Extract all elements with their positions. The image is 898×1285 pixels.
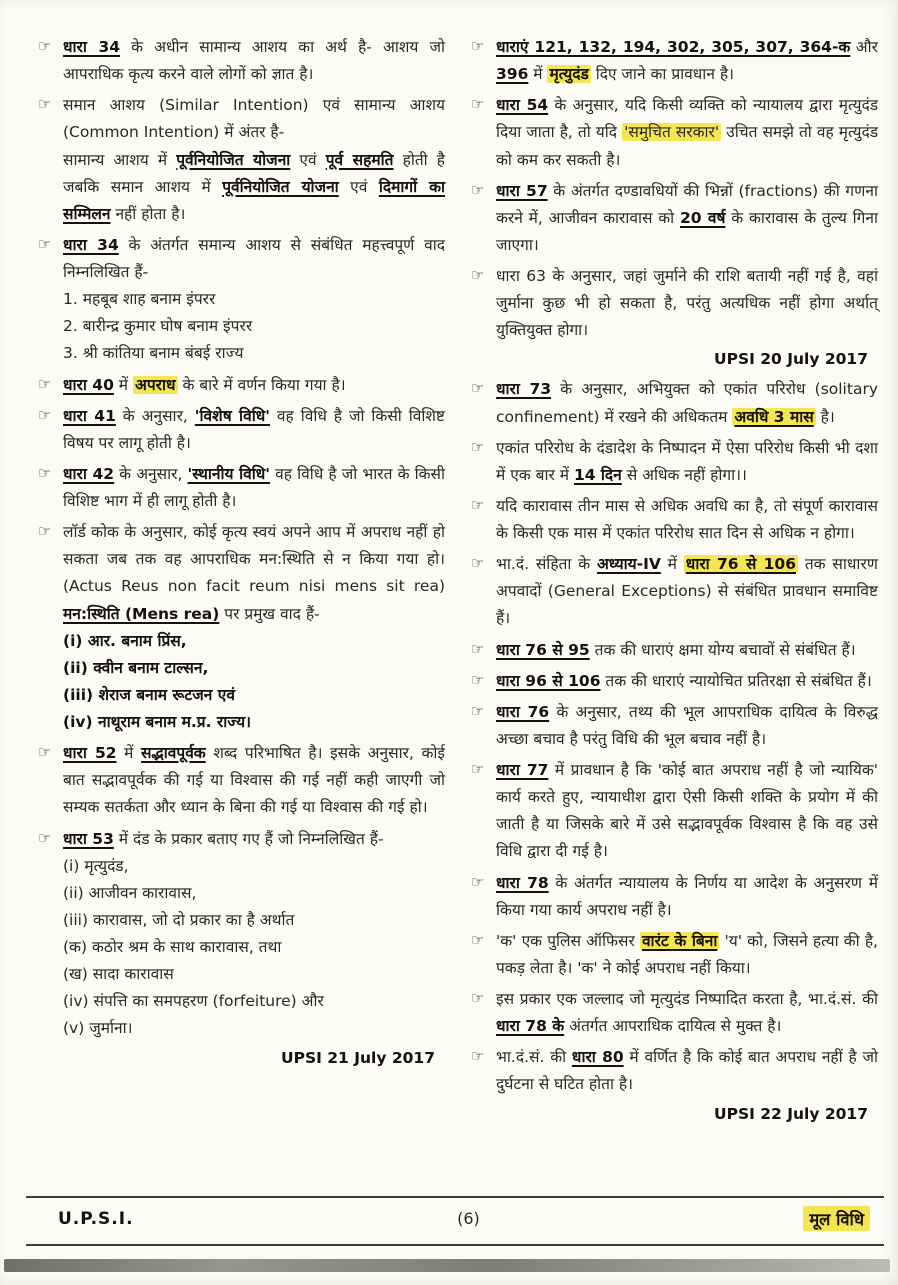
pointer-hand-icon: ☞ (471, 989, 485, 1007)
pointer-hand-icon: ☞ (38, 405, 52, 424)
list-item-text: धारा 78 के अंतर्गत न्यायालय के निर्णय या आदेश के अनुसरण में किया गया कार्य अपराध नहीं है। (496, 873, 878, 919)
pointer-hand-icon: ☞ (471, 495, 485, 514)
list-item (471, 376, 878, 430)
pointer-hand-icon: ☞ (471, 95, 485, 114)
list-item (471, 870, 878, 924)
footer-subject-label: मूल विधि (803, 1206, 870, 1231)
exam-date-heading: UPSI 22 July 2017 (714, 1104, 868, 1123)
list-item-text: भा.दं. संहिता के अध्याय-IV में धारा 76 से 106 तक साधारण अपवादों (General Exceptions) से संबंधित प्रावधान समाविष्ट हैं। (496, 555, 878, 628)
list-item (38, 372, 445, 399)
list-item (471, 263, 878, 344)
pointer-hand-icon: ☞ (38, 374, 52, 393)
list-item (471, 493, 878, 547)
pointer-hand-icon: ☞ (471, 379, 485, 398)
list-item (471, 178, 878, 259)
page-footer (30, 1206, 880, 1231)
column-left (38, 34, 445, 1131)
pointer-hand-icon: ☞ (471, 701, 485, 720)
exam-date-heading: UPSI 20 July 2017 (714, 350, 868, 369)
list-item-text: धारा 96 से 106 तक की धाराएं न्यायोचित प्रतिरक्षा से संबंधित हैं। (496, 671, 872, 690)
list-item-text: धारा 73 के अनुसार, अभियुक्त को एकांत परिरोध (solitary confinement) में रखने की अधिकतम अवधि 3 मास है। (496, 380, 878, 426)
two-column-layout (38, 34, 878, 1131)
list-item-text: भा.दं.सं. की धारा 80 में वर्णित है कि कोई बात अपराध नहीं है जो दुर्घटना से घटित होता है। (496, 1048, 878, 1094)
pointer-hand-icon: ☞ (38, 522, 52, 541)
column-right (471, 34, 878, 1131)
pointer-hand-icon: ☞ (471, 670, 485, 689)
list-item-text: लॉर्ड कोक के अनुसार, कोई कृत्य स्वयं अपने आप में अपराध नहीं हो सकता जब तक वह आपराधिक मन:स्थिति से न किया गया हो। (Actus Reus non facit reum nisi mens sit rea) मन:स्थिति (Mens rea) पर प्रमुख वाद हैं- (i) आर. बनाम प्रिंस, (ii) क्वीन बनाम टाल्सन, (iii) शेराज बनाम रूटजन एवं (iv) नाथूराम बनाम म.प्र. राज्य। (63, 523, 445, 731)
list-item (38, 461, 445, 515)
list-item (471, 986, 878, 1040)
list-item (471, 435, 878, 489)
list-item-text: धारा 76 से 95 तक की धाराएं क्षमा योग्य बचावों से संबंधित हैं। (496, 640, 856, 659)
list-item-text: धारा 42 के अनुसार, 'स्थानीय विधि' वह विधि है जो भारत के किसी विशिष्ट भाग में ही लागू होती है। (63, 464, 445, 510)
list-item-text: धारा 63 के अनुसार, जहां जुर्माने की राशि बतायी नहीं गई है, वहां जुर्माना कुछ भी हो सकता है, परंतु अत्यधिक नहीं होगा अर्थात् युक्तियुक्त होगा। (496, 267, 878, 340)
footer-exam-name: U.P.S.I. (58, 1208, 134, 1229)
list-item-text: धारा 76 के अनुसार, तथ्य की भूल आपराधिक दायित्व के विरुद्ध अच्छा बचाव है परंतु विधि की भूल बचाव नहीं है। (496, 702, 879, 748)
list-item-text: धारा 34 के अधीन सामान्य आशय का अर्थ है- आशय जो आपराधिक कृत्य करने वाले लोगों को ज्ञात है। (63, 38, 445, 84)
exam-date-heading: UPSI 21 July 2017 (281, 1048, 435, 1067)
pointer-hand-icon: ☞ (471, 1047, 485, 1066)
list-item-text: यदि कारावास तीन मास से अधिक अवधि का है, तो संपूर्ण कारावास के किसी एक मास में एकांत परिरोध सात दिन से अधिक न होगा। (496, 496, 878, 542)
list-item (471, 92, 878, 173)
pointer-hand-icon: ☞ (38, 743, 52, 762)
list-item-text: धारा 41 के अनुसार, 'विशेष विधि' वह विधि है जो किसी विशिष्ट विषय पर लागू होती है। (63, 406, 445, 452)
list-item (471, 928, 878, 982)
list-item-text: धारा 54 के अनुसार, यदि किसी व्यक्ति को न्यायालय द्वारा मृत्युदंड दिया जाता है, तो यदि 'समुचित सरकार' उचित समझे तो वह मृत्युदंड को कम कर सकती है। (496, 96, 879, 169)
list-item-text: एकांत परिरोध के दंडादेश के निष्पादन में ऐसा परिरोध किसी भी दशा में एक बार में 14 दिन से अधिक नहीं होगा।। (496, 438, 878, 484)
list-item (38, 34, 445, 88)
pointer-hand-icon: ☞ (38, 463, 52, 482)
list-item (471, 34, 878, 88)
footer-divider-bottom (26, 1244, 884, 1246)
pointer-hand-icon: ☞ (471, 37, 485, 55)
list-item-text: धारा 77 में प्रावधान है कि 'कोई बात अपराध नहीं है जो न्यायिक' कार्य करते हुए, न्यायाधीश द्वारा ऐसी किसी शक्ति के प्रयोग में की जाती है या जिसके बारे में उसे सद्भावपूर्वक विश्वास है कि वह उसे विधि द्वारा दी गई है। (496, 761, 878, 861)
pointer-hand-icon: ☞ (471, 930, 485, 949)
list-item (471, 551, 878, 632)
page-number: (6) (457, 1209, 480, 1228)
pointer-hand-icon: ☞ (471, 437, 485, 456)
list-item (38, 232, 445, 368)
pointer-hand-icon: ☞ (471, 639, 485, 658)
scan-edge-artifact (4, 1259, 890, 1272)
pointer-hand-icon: ☞ (471, 554, 485, 573)
pointer-hand-icon: ☞ (38, 828, 52, 847)
list-item (38, 740, 445, 821)
list-item-text: धारा 52 में सद्भावपूर्वक शब्द परिभाषित है। इसके अनुसार, कोई बात सद्भावपूर्वक की गई या विश्वास की गई नहीं कही जाएगी जो सम्यक सतर्कता और ध्यान के बिना की गई या विश्वास की गई हो। (63, 744, 446, 817)
list-item-text: धारा 34 के अंतर्गत समान्य आशय से संबंधित महत्त्वपूर्ण वाद निम्नलिखित हैं- 1. महबूब शाह बनाम इंपरर 2. बारीन्द्र कुमार घोष बनाम इंपरर 3. श्री कांतिया बनाम बंबई राज्य (63, 235, 445, 363)
list-item-text: धारा 40 में अपराध के बारे में वर्णन किया गया है। (63, 375, 346, 394)
list-item (471, 757, 878, 866)
list-item (471, 699, 878, 753)
list-item-text: धारा 57 के अंतर्गत दण्डावधियों की भिन्नों (fractions) की गणना करने में, आजीवन कारावास को 20 वर्ष के कारावास के तुल्य गिना जाएगा। (496, 181, 878, 254)
list-item (38, 403, 445, 457)
list-item-text: इस प्रकार एक जल्लाद जो मृत्युदंड निष्पादित करता है, भा.दं.सं. की धारा 78 के अंतर्गत आपराधिक दायित्व से मुक्त है। (496, 990, 878, 1036)
list-item (38, 92, 445, 228)
list-item (471, 637, 878, 664)
pointer-hand-icon: ☞ (38, 95, 52, 114)
list-item-text: धाराएं 121, 132, 194, 302, 305, 307, 364-क और 396 में मृत्युदंड दिए जाने का प्रावधान है। (496, 38, 878, 84)
list-item (38, 519, 445, 736)
list-item-text: समान आशय (Similar Intention) एवं सामान्य आशय (Common Intention) में अंतर है- सामान्य आशय में पूर्वनियोजित योजना एवं पूर्व सहमति होती है जबकि समान आशय में पूर्वनियोजित योजना एवं दिमागों का सम्मिलन नहीं होता है। (63, 96, 446, 223)
pointer-hand-icon: ☞ (471, 760, 485, 778)
pointer-hand-icon: ☞ (471, 266, 485, 284)
list-item (471, 1044, 878, 1098)
pointer-hand-icon: ☞ (38, 37, 52, 55)
pointer-hand-icon: ☞ (471, 872, 485, 891)
footer-divider-top (26, 1196, 884, 1198)
list-item (471, 668, 878, 695)
list-item-text: धारा 53 में दंड के प्रकार बताए गए हैं जो निम्नलिखित हैं- (i) मृत्युदंड, (ii) आजीवन कारावास, (iii) कारावास, जो दो प्रकार का है अर्थात (क) कठोर श्रम के साथ कारावास, तथा (ख) सादा कारावास (iv) संपत्ति का समपहरण (forfeiture) और (v) जुर्माना। (63, 829, 384, 1038)
pointer-hand-icon: ☞ (38, 234, 52, 253)
pointer-hand-icon: ☞ (471, 180, 485, 199)
list-item (38, 826, 445, 1043)
list-item-text: 'क' एक पुलिस ऑफिसर वारंट के बिना 'य' को, जिसने हत्या की है, पकड़ लेता है। 'क' ने कोई अपराध नहीं किया। (496, 931, 878, 977)
